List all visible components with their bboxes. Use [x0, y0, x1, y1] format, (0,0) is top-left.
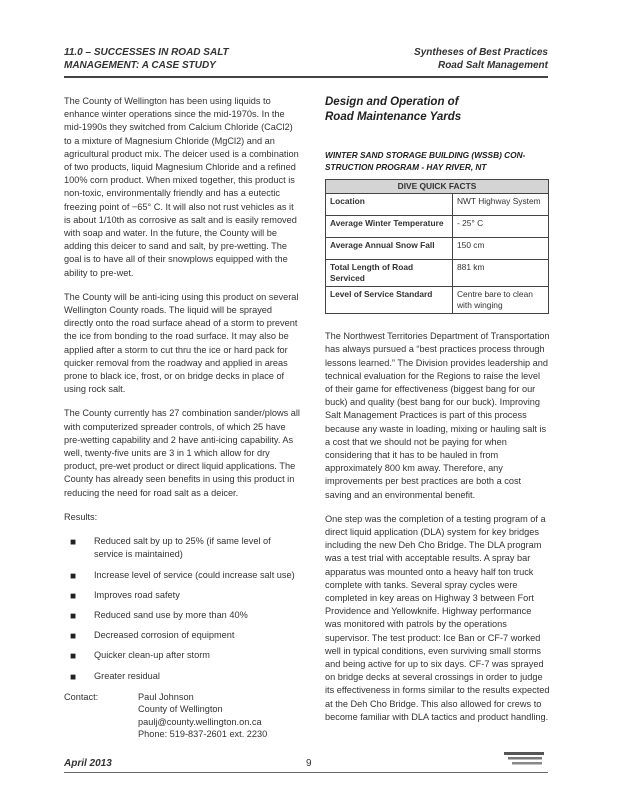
fact-value: 881 km [453, 260, 549, 287]
fact-key: Level of Service Standard [326, 287, 453, 314]
contact-organization: County of Wellington [138, 704, 223, 715]
fact-value: NWT Highway System [453, 194, 549, 216]
table-row [326, 287, 549, 314]
running-header-left [64, 46, 229, 72]
list-item: ■ Decreased corrosion of equipment [70, 630, 235, 643]
list-item: ■ Increase level of service (could increase salt use) [70, 569, 295, 582]
body-paragraph: The County of Wellington has been using liquids to enhance winter operations since the mid-1970s. In the mid-1990s they switched from Calcium Chloride (CaCl2) to a mixture of Magnesium Chloride (MgCl2) and an agricultural product mix. The deicer used is a combination of two products, liquid Magnesium Chloride and a refined 100% corn product. When mixed together, this product is non-toxic, environmentally friendly and has a eutectic freezing point of −65° C. It will also not rust vehicles as it is about 1/10th as corrosive as salt and is easily removed with soap and water. In the future, the County will be adding this deicer to sand and salt, by pre-wetting. The goal is to have all of their snowplows equipped with the ability to pre-wet. [64, 96, 299, 278]
square-bullet-icon: ■ [70, 631, 77, 643]
body-paragraph: The County will be anti-icing using this product on several Wellington County roads. The liquid will be sprayed directly onto the road surface ahead of a storm to prevent the ice from bonding to the road surface. It may also be applied after a storm to cut thru the ice or hard pack for quicker removal from the roadway and applied in areas prone to black ice, frost, or on bridge decks in place of using rock salt. [64, 291, 299, 395]
list-item: ■ Greater residual [70, 670, 160, 683]
contact-label: Contact: [64, 691, 99, 702]
contact-block [64, 691, 302, 741]
fact-value: Centre bare to clean with winging [453, 287, 549, 314]
fact-key: Location [326, 194, 453, 216]
table-row [326, 238, 549, 260]
table-row [326, 216, 549, 238]
body-paragraph: The Northwest Territories Department of Transportation has always pursued a “best practices process through lessons learned.” The Division provides leadership and technical evaluation for the Regions to raise the level of their game for effectiveness (biggest bang for our buck) and quality (best bang for our buck). Improving Salt Management Practices is part of this process because any waste in loading, mixing or hauling salt is a cost that we should not be paying for when considering that it has to be hauled in from approximately 800 km away. Therefore, any improvements per best practices are both a cost saving and an environmental benefit. [325, 331, 550, 500]
square-bullet-icon: ■ [70, 590, 77, 602]
square-bullet-icon: ■ [70, 570, 77, 582]
footer-date: April 2013 [64, 758, 112, 769]
running-header-right [414, 46, 548, 72]
right-column [325, 95, 550, 735]
fact-key: Average Winter Temperature [326, 216, 453, 238]
list-item: ■ Improves road safety [70, 589, 180, 602]
table-row [326, 260, 549, 287]
fact-value: 150 cm [453, 238, 549, 260]
results-label: Results: [64, 511, 98, 522]
page-number: 9 [306, 758, 312, 769]
header-left-line1: 11.0 – SUCCESSES IN ROAD SALT [64, 47, 229, 58]
tac-logo-icon [498, 750, 550, 768]
contact-name: Paul Johnson [138, 691, 194, 702]
square-bullet-icon: ■ [70, 671, 77, 683]
left-column [64, 95, 302, 741]
square-bullet-icon: ■ [70, 537, 77, 549]
header-left-line2: MANAGEMENT: A CASE STUDY [64, 60, 216, 71]
contact-details [114, 691, 267, 741]
list-item: ■ Reduced salt by up to 25% (if same level of service is maintained) [70, 536, 271, 560]
contact-email: paulj@county.wellington.on.ca [138, 716, 262, 727]
list-item: ■ Quicker clean-up after storm [70, 650, 210, 663]
header-rule [64, 76, 548, 78]
list-item: ■ Reduced sand use by more than 40% [70, 609, 248, 622]
body-paragraph: The County currently has 27 combination sander/plows all with computerized spreader controls, of which 25 have pre-wetting capability and 2 have anti-icing capability. As well, twenty-five units are 3 in 1 which allow for dry product, pre-wet product or direct liquid applications. The County has already seen benefits in using this product in reducing the need for road salt as a deicer. [64, 408, 300, 498]
quick-facts-header: DIVE QUICK FACTS [326, 180, 549, 194]
header-right-line1: Syntheses of Best Practices [414, 47, 548, 58]
footer-rule [64, 772, 548, 773]
square-bullet-icon: ■ [70, 610, 77, 622]
body-paragraph: One step was the completion of a testing program of a direct liquid application (DLA) system for key bridges including the new Deh Cho Bridge. The DLA program was a test trial with acceptable results. A spray bar apparatus was mounted onto a heavy half ton truck complete with tanks. Several spray cycles were completed in key areas on Highway 3 between Fort Providence and Yellowknife. Highway performance was monitored with patrols by the operations supervisor. The test product: Ice Ban or CF-7 worked well in typical conditions, even surviving small storms and being active for up to six days. CF-7 was sprayed on bridge decks at several crossings in order to judge its effectiveness in forms similar to the results expected at the Deh Cho Bridge. This also allowed for crews to become familiar with DLA tactics and product handling. [325, 513, 550, 722]
fact-key: Average Annual Snow Fall [326, 238, 453, 260]
header-right-line2: Road Salt Management [437, 60, 548, 71]
quick-facts-table [325, 179, 549, 314]
section-title: Design and Operation of Road Maintenance Yards [325, 96, 462, 123]
table-row [326, 194, 549, 216]
project-title: WINTER SAND STORAGE BUILDING (WSSB) CON- STRUCTION PROGRAM - HAY RIVER, NT [325, 150, 526, 172]
contact-phone: Phone: 519-837-2601 ext. 2230 [138, 729, 268, 740]
fact-value: - 25° C [453, 216, 549, 238]
square-bullet-icon: ■ [70, 651, 77, 663]
results-list [64, 535, 302, 683]
fact-key: Total Length of Road Serviced [326, 260, 453, 287]
